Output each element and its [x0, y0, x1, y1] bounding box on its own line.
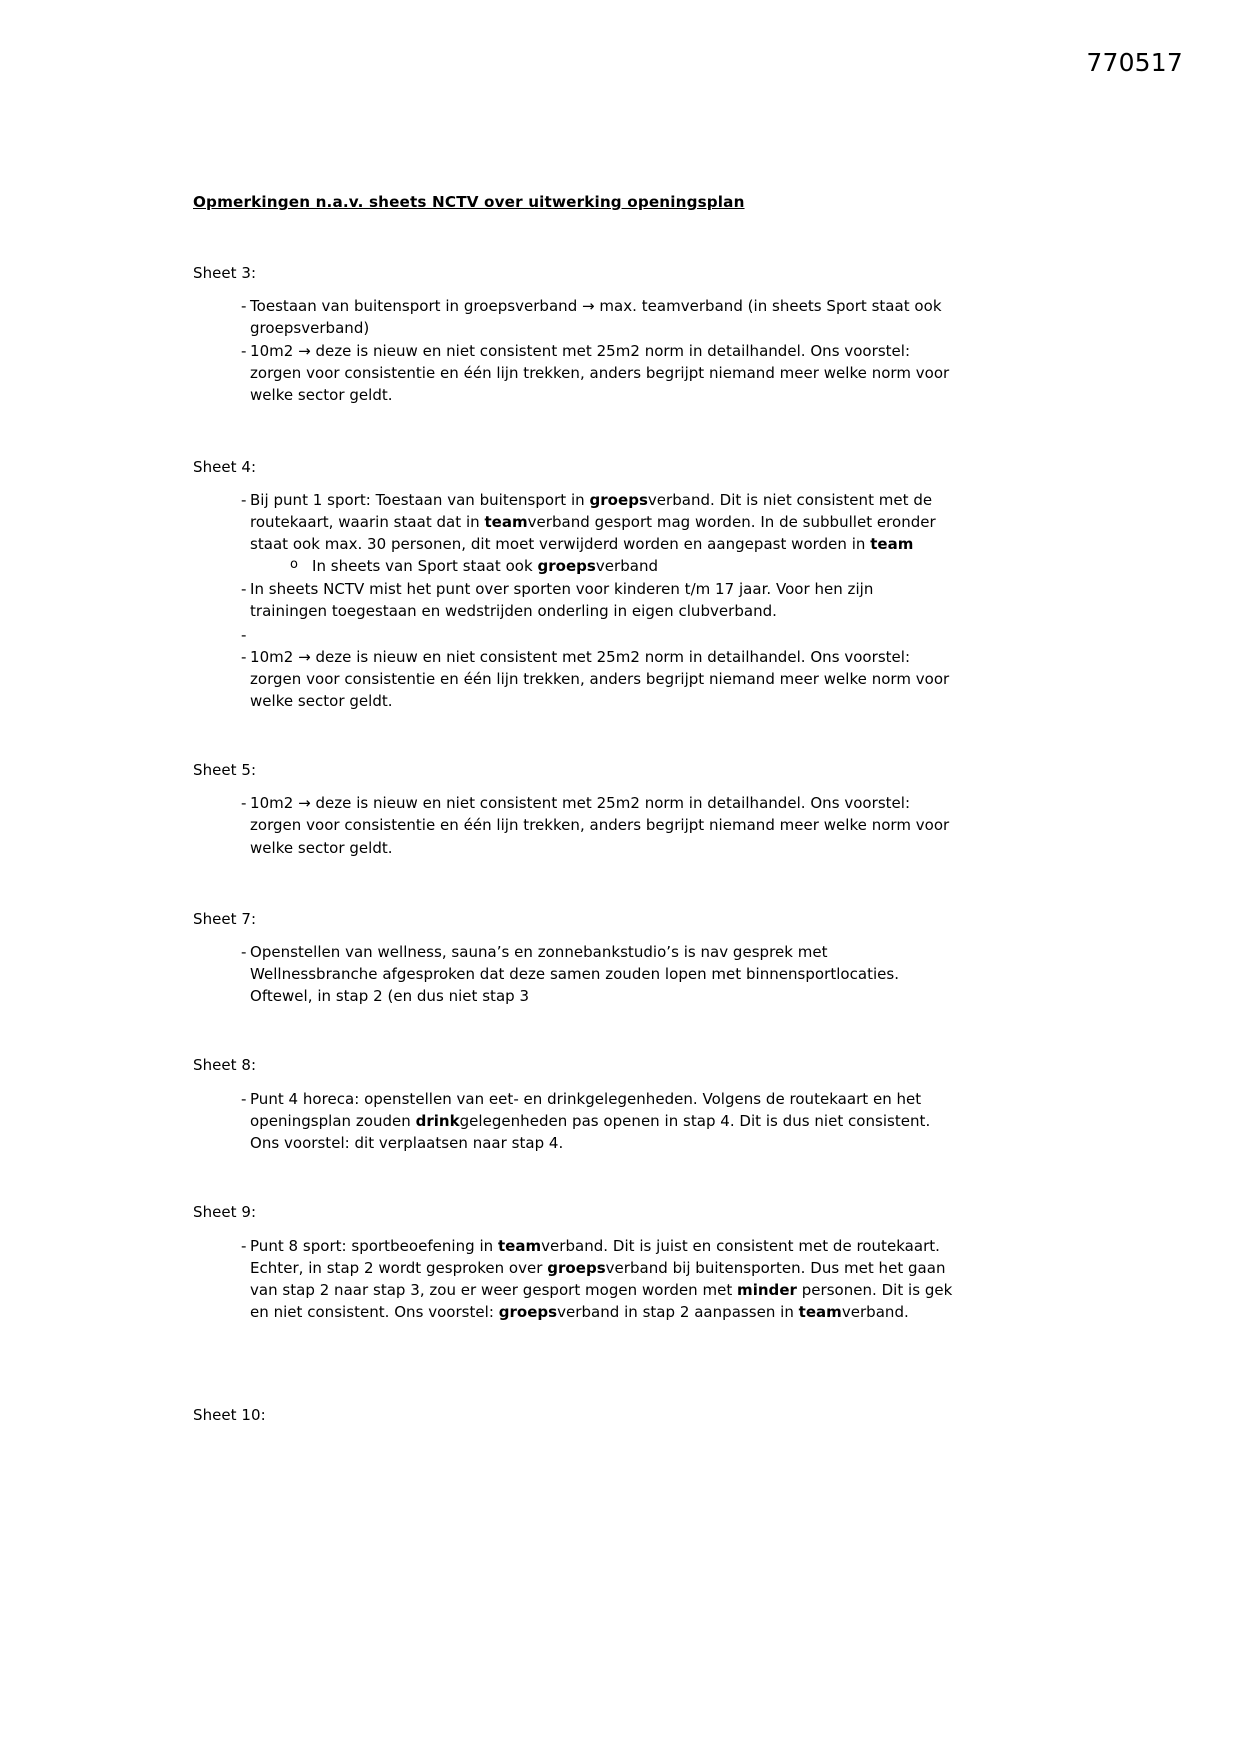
section-label: Sheet 3: — [193, 263, 257, 282]
bullet-text: 10m2 → deze is nieuw en niet consistent met 25m2 norm in detailhandel. Ons voorstel: zorgen voor consistentie en één lijn trekken, anders begrijpt niemand meer welke norm voor welke sector geldt. — [250, 794, 950, 857]
document-section — [193, 760, 953, 859]
bullet-list — [193, 489, 953, 711]
section-label: Sheet 8: — [193, 1056, 257, 1075]
bullet-text: Openstellen van wellness, sauna’s en zonnebankstudio’s is nav gesprek met Wellnessbranche afgesproken dat deze samen zouden lopen met binnensportlocaties. Oftewel, in stap 2 (en dus niet stap 3 — [250, 943, 900, 1006]
section-label: Sheet 4: — [193, 457, 257, 476]
bullet-item — [193, 489, 953, 577]
bullet-text: Punt 8 sport: sportbeoefening in teamverband. Dit is juist en consistent met de routekaart. Echter, in stap 2 wordt gesproken over groepsverband bij buitensporten. Dus met het gaan van stap 2 naar stap 3, zou er weer gesport mogen worden met minder personen. Dit is gek en niet consistent. Ons voorstel: groepsverband in stap 2 aanpassen in teamverband. — [250, 1237, 953, 1322]
document-section — [193, 1202, 953, 1323]
document-section — [193, 263, 953, 407]
bullet-text: In sheets NCTV mist het punt over sporten voor kinderen t/m 17 jaar. Voor hen zijn trainingen toegestaan en wedstrijden onderling in eigen clubverband. — [250, 580, 874, 621]
bullet-item-empty — [193, 624, 953, 645]
bullet-text: Toestaan van buitensport in groepsverband → max. teamverband (in sheets Sport staat ook groepsverband) — [250, 297, 942, 338]
sub-bullet-item — [250, 555, 953, 577]
document-section — [193, 1405, 953, 1427]
document-section — [193, 909, 953, 1008]
bullet-item — [193, 295, 953, 339]
sub-bullet-list — [250, 555, 953, 577]
document-body — [193, 192, 953, 1427]
bullet-list — [193, 792, 953, 858]
bullet-list — [193, 1088, 953, 1154]
bullet-list — [193, 1235, 953, 1323]
bullet-list — [193, 295, 953, 406]
bullet-item — [193, 792, 953, 858]
sub-bullet-text: In sheets van Sport staat ook groepsverband — [312, 557, 659, 576]
bullet-item — [193, 646, 953, 712]
bullet-item — [193, 1088, 953, 1154]
document-section — [193, 457, 953, 712]
bullet-item — [193, 941, 953, 1007]
section-label: Sheet 7: — [193, 909, 257, 928]
bullet-item — [193, 340, 953, 406]
bullet-text: 10m2 → deze is nieuw en niet consistent met 25m2 norm in detailhandel. Ons voorstel: zorgen voor consistentie en één lijn trekken, anders begrijpt niemand meer welke norm voor welke sector geldt. — [250, 647, 950, 710]
section-label: Sheet 10: — [193, 1406, 266, 1425]
document-header-number: 770517 — [1086, 48, 1183, 77]
bullet-text: Bij punt 1 sport: Toestaan van buitensport in groepsverband. Dit is niet consistent met de routekaart, waarin staat dat in teamverband gesport mag worden. In de subbullet eronder staat ook max. 30 personen, dit moet verwijderd worden en aangepast worden in team — [250, 491, 936, 554]
page-title: Opmerkingen n.a.v. sheets NCTV over uitwerking openingsplan — [193, 193, 745, 211]
section-label: Sheet 5: — [193, 760, 257, 779]
document-section — [193, 1055, 953, 1154]
bullet-text: 10m2 → deze is nieuw en niet consistent met 25m2 norm in detailhandel. Ons voorstel: zorgen voor consistentie en één lijn trekken, anders begrijpt niemand meer welke norm voor welke sector geldt. — [250, 342, 950, 405]
bullet-text: Punt 4 horeca: openstellen van eet- en drinkgelegenheden. Volgens de routekaart en het openingsplan zouden drinkgelegenheden pas openen in stap 4. Dit is dus niet consistent. Ons voorstel: dit verplaatsen naar stap 4. — [250, 1090, 931, 1153]
bullet-list — [193, 941, 953, 1007]
section-label: Sheet 9: — [193, 1203, 257, 1222]
bullet-item — [193, 1235, 953, 1323]
sections-container — [193, 263, 953, 1428]
bullet-item — [193, 578, 953, 622]
